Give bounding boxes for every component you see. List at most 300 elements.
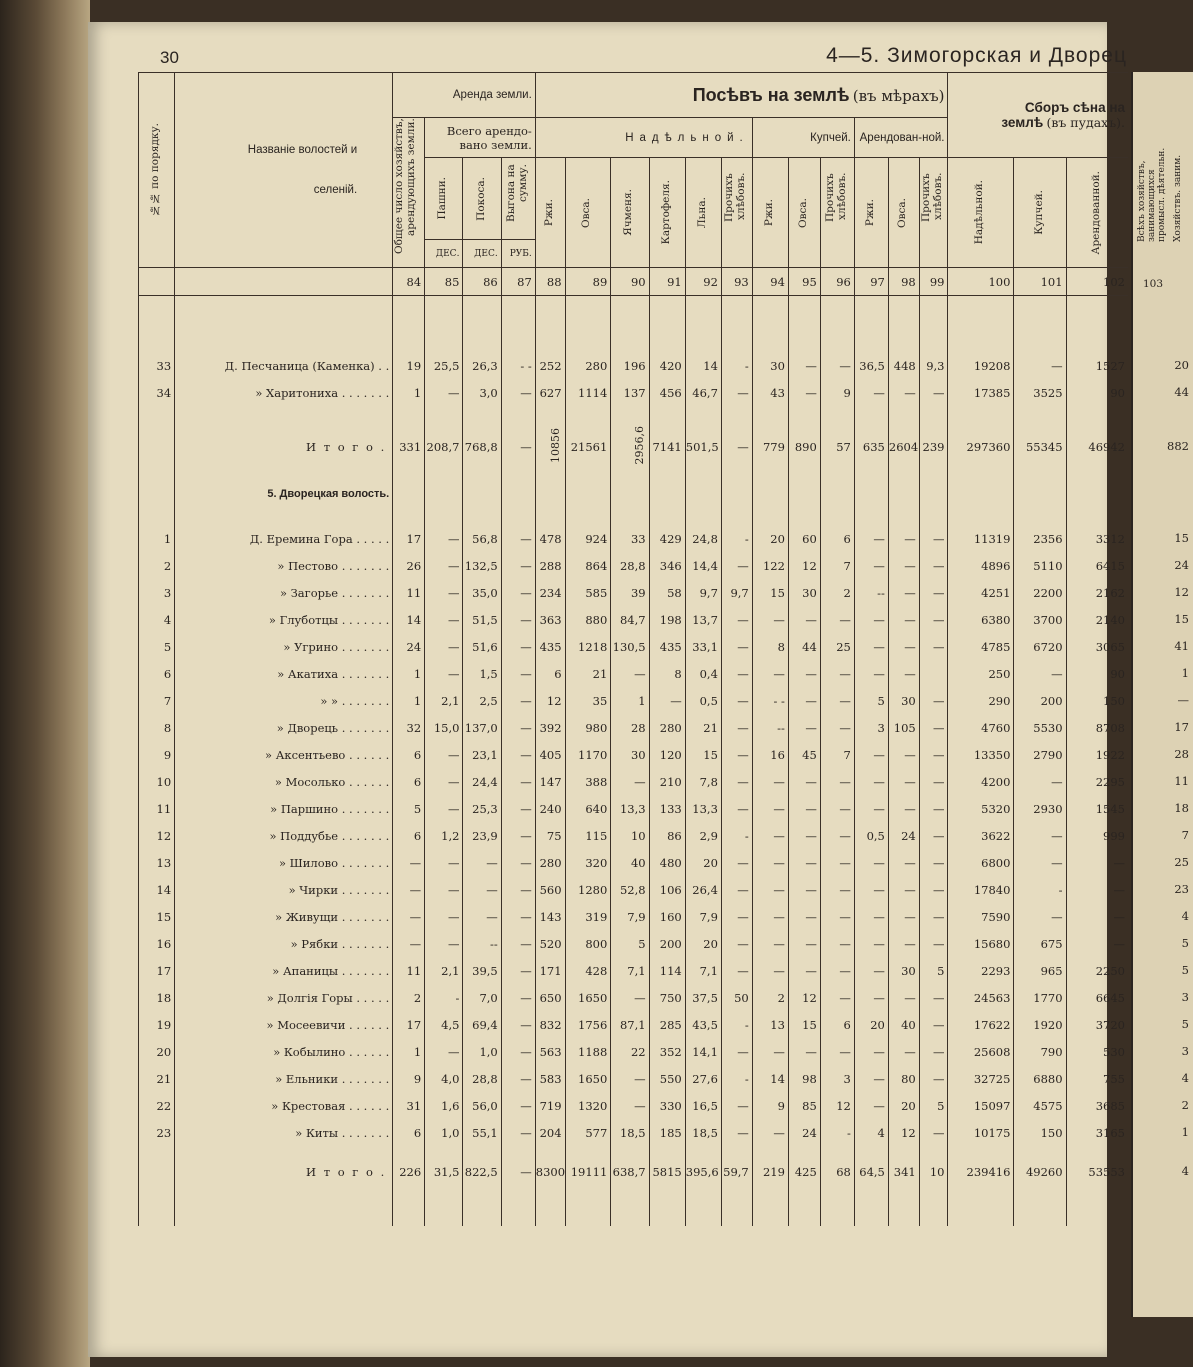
adjacent-value: 28 [1174, 747, 1189, 761]
cell-value: 50 [721, 985, 752, 1012]
section-row [139, 468, 1129, 518]
row-number: 34 [139, 379, 175, 406]
cell-value: 204 [535, 1120, 565, 1147]
cell-value: 1218 [565, 634, 611, 661]
table-row [139, 1186, 1129, 1226]
table-row [139, 715, 1129, 742]
cell-value: 7,9 [611, 904, 649, 931]
settlement-name: » Чирки . . . . . . . [175, 877, 393, 904]
settlement-name: » Глуботцы . . . . . . . [175, 607, 393, 634]
table-row [139, 518, 1129, 526]
cell-value: — [854, 796, 888, 823]
cell-value [565, 518, 611, 526]
cell-value: — [721, 715, 752, 742]
cell-value [649, 1186, 685, 1226]
cell-value: 6380 [948, 607, 1014, 634]
cell-value [425, 296, 463, 353]
rzhi-header-3: Ржи. [854, 158, 888, 268]
cell-value: 45 [788, 742, 820, 769]
cell-value: — [721, 1039, 752, 1066]
cell-value: 200 [649, 931, 685, 958]
cell-value: — [501, 426, 535, 468]
section-title: 5. Дворецкая волость. [267, 487, 390, 500]
row-number: 33 [139, 352, 175, 379]
cell-value [425, 406, 463, 426]
cell-value: 1545 [1066, 796, 1128, 823]
cell-value: — [919, 769, 948, 796]
cell-value: 585 [565, 580, 611, 607]
cell-value: - [721, 823, 752, 850]
cell-value: — [854, 379, 888, 406]
next-col-header-2: Хозяйствъ. заним. [1173, 154, 1183, 242]
cell-value: — [752, 607, 788, 634]
cell-value: 6 [393, 1120, 425, 1147]
cell-value: 58 [649, 580, 685, 607]
cell-value: 7,8 [685, 769, 721, 796]
cell-value: 880 [565, 607, 611, 634]
cell-value: 27,6 [685, 1066, 721, 1093]
settlement-name [175, 468, 393, 518]
cell-value: — [854, 607, 888, 634]
cell-value: 40 [611, 850, 649, 877]
colnum: 94 [752, 268, 788, 296]
cell-value: 768,8 [463, 426, 501, 468]
cell-value [820, 518, 854, 526]
cell-value: — [752, 931, 788, 958]
rzhi-header-2: Ржи. [752, 158, 788, 268]
row-number: 16 [139, 931, 175, 958]
cell-value: 2,1 [425, 688, 463, 715]
cell-value: 9,7 [721, 580, 752, 607]
cell-value: — [393, 877, 425, 904]
cell-value: 14,1 [685, 1039, 721, 1066]
cell-value: — [919, 553, 948, 580]
cell-value: 18,5 [685, 1120, 721, 1147]
cell-value: — [611, 769, 649, 796]
cell-value [788, 518, 820, 526]
cell-value: - [721, 352, 752, 379]
cell-value: — [501, 526, 535, 553]
cell-value: 16,5 [685, 1093, 721, 1120]
cell-value: 208,7 [425, 426, 463, 468]
statistics-table [138, 72, 1128, 1226]
cell-value [393, 1147, 425, 1159]
cell-value: — [788, 904, 820, 931]
cell-value: 240 [535, 796, 565, 823]
cell-value: — [919, 715, 948, 742]
cell-value: 17622 [948, 1012, 1014, 1039]
cell-value: — [721, 742, 752, 769]
cell-value: 90 [1066, 379, 1128, 406]
cell-value: 2356 [1014, 526, 1066, 553]
cell-value: 12 [788, 985, 820, 1012]
cell-value: 1920 [1014, 1012, 1066, 1039]
cell-value: 480 [649, 850, 685, 877]
cell-value: — [919, 742, 948, 769]
cell-value [393, 1186, 425, 1226]
cell-value [888, 296, 919, 353]
cell-value: 864 [565, 553, 611, 580]
cell-value: 11 [393, 958, 425, 985]
cell-value: 5 [919, 1093, 948, 1120]
cell-value: 0,5 [685, 688, 721, 715]
cell-value: — [425, 1039, 463, 1066]
cell-value: 1,0 [463, 1039, 501, 1066]
settlement-name [175, 1186, 393, 1226]
cell-value: 6 [393, 823, 425, 850]
cell-value: — [854, 526, 888, 553]
cell-value: 28,8 [463, 1066, 501, 1093]
cell-value [888, 1147, 919, 1159]
cell-value: — [752, 1039, 788, 1066]
cell-value: 331 [393, 426, 425, 468]
cell-value: 1170 [565, 742, 611, 769]
cell-value [463, 468, 501, 518]
colnum: 101 [1014, 268, 1066, 296]
cell-value: - [721, 1066, 752, 1093]
cell-value [1066, 406, 1128, 426]
cell-value: 252 [535, 352, 565, 379]
cell-value [788, 468, 820, 518]
cell-value [611, 1147, 649, 1159]
cell-value: — [1014, 352, 1066, 379]
cell-value: 0,4 [685, 661, 721, 688]
cell-value [463, 1147, 501, 1159]
adjacent-value: 15 [1174, 531, 1189, 545]
adjacent-value: 1 [1181, 1125, 1189, 1139]
cell-value: — [788, 850, 820, 877]
cell-value: — [919, 607, 948, 634]
cell-value: 24 [888, 823, 919, 850]
cell-value: 2930 [1014, 796, 1066, 823]
cell-value [565, 1147, 611, 1159]
prochikh-header-1: Прочихъ хлѣбовъ. [721, 158, 752, 268]
table-row [139, 688, 1129, 715]
cell-value: 64,5 [854, 1159, 888, 1186]
cell-value: — [854, 661, 888, 688]
cell-value: 346 [649, 553, 685, 580]
adjacent-value: 4 [1181, 909, 1189, 923]
cell-value: 14,4 [685, 553, 721, 580]
cell-value: 2 [820, 580, 854, 607]
cell-value: — [721, 904, 752, 931]
cell-value: 341 [888, 1159, 919, 1186]
cell-value: 3700 [1014, 607, 1066, 634]
cell-value: 35 [565, 688, 611, 715]
adjacent-value: 11 [1174, 774, 1189, 788]
table-row [139, 1012, 1129, 1039]
row-number: 22 [139, 1093, 175, 1120]
cell-value: 30 [611, 742, 649, 769]
cell-value: — [788, 769, 820, 796]
cell-value: 56,8 [463, 526, 501, 553]
cell-value: — [721, 634, 752, 661]
table-row [139, 931, 1129, 958]
cell-value: 2200 [1014, 580, 1066, 607]
cell-value: 137,0 [463, 715, 501, 742]
cell-value: 90 [1066, 661, 1128, 688]
cell-value [425, 468, 463, 518]
cell-value: 17 [393, 1012, 425, 1039]
settlement-name: » Апаницы . . . . . . . [175, 958, 393, 985]
cell-value: 2293 [948, 958, 1014, 985]
cell-value: 15,0 [425, 715, 463, 742]
cell-value [425, 518, 463, 526]
cell-value [752, 406, 788, 426]
cell-value: 56,0 [463, 1093, 501, 1120]
cell-value: — [501, 1012, 535, 1039]
cell-value: 39 [611, 580, 649, 607]
cell-value: — [752, 850, 788, 877]
cell-value: 51,5 [463, 607, 501, 634]
cell-value [685, 1147, 721, 1159]
cell-value [1066, 1147, 1128, 1159]
cell-value: 19 [393, 352, 425, 379]
adjacent-value: 17 [1174, 720, 1189, 734]
cell-value: — [820, 823, 854, 850]
cell-value [854, 468, 888, 518]
cell-value: — [854, 877, 888, 904]
row-number: 15 [139, 904, 175, 931]
cell-value: 2,9 [685, 823, 721, 850]
ovsa-header-3: Овса. [888, 158, 919, 268]
adjacent-value: 5 [1181, 963, 1189, 977]
page-number: 30 [160, 48, 179, 67]
running-head: 4—5. Зимогорская и Дворец [826, 44, 1127, 67]
cell-value: - [721, 1012, 752, 1039]
cell-value: 84,7 [611, 607, 649, 634]
cell-value: 28 [611, 715, 649, 742]
cell-value: — [752, 769, 788, 796]
cell-value: — [919, 877, 948, 904]
cell-value: 19111 [565, 1159, 611, 1186]
total-row [139, 1159, 1129, 1186]
cell-value [820, 1147, 854, 1159]
cell-value: 198 [649, 607, 685, 634]
cell-value: — [501, 715, 535, 742]
cell-value: — [888, 742, 919, 769]
cell-value: — [501, 634, 535, 661]
cell-value [535, 296, 565, 353]
cell-value: — [854, 958, 888, 985]
colnum: 84 [393, 268, 425, 296]
cell-value: 160 [649, 904, 685, 931]
cell-value: 250 [948, 661, 1014, 688]
cell-value: 6415 [1066, 553, 1128, 580]
cell-value: 51,6 [463, 634, 501, 661]
colnum: 89 [565, 268, 611, 296]
cell-value: 13350 [948, 742, 1014, 769]
cell-value: — [854, 1039, 888, 1066]
vygona-header: Выгона на сумму. [501, 158, 535, 240]
cell-value [948, 1147, 1014, 1159]
vertical-value: 10856 [548, 427, 562, 463]
cell-value: — [463, 877, 501, 904]
cell-value: 520 [535, 931, 565, 958]
cell-value: — [425, 769, 463, 796]
cell-value: 3622 [948, 823, 1014, 850]
cell-value: 7 [820, 742, 854, 769]
cell-value [425, 1147, 463, 1159]
cell-value [611, 468, 649, 518]
adjacent-value: 3 [1181, 990, 1189, 1004]
cell-value [919, 518, 948, 526]
cell-value: — [820, 769, 854, 796]
cell-value: 1922 [1066, 742, 1128, 769]
cell-value: 200 [1014, 688, 1066, 715]
table-row [139, 607, 1129, 634]
cell-value [752, 1147, 788, 1159]
cell-value: 105 [888, 715, 919, 742]
cell-value: — [919, 1120, 948, 1147]
cell-value: 280 [649, 715, 685, 742]
cell-value [948, 296, 1014, 353]
table-row [139, 796, 1129, 823]
cell-value: 5530 [1014, 715, 1066, 742]
cell-value: — [820, 985, 854, 1012]
cell-value: — [888, 850, 919, 877]
cell-value [1014, 406, 1066, 426]
cell-value [948, 468, 1014, 518]
cell-value [565, 1186, 611, 1226]
cell-value: — [752, 823, 788, 850]
cell-value [721, 406, 752, 426]
cell-value: — [611, 1093, 649, 1120]
cell-value: — [721, 931, 752, 958]
cell-value [1066, 518, 1128, 526]
cell-value: — [919, 526, 948, 553]
cell-value: - [425, 985, 463, 1012]
colnum: 88 [535, 268, 565, 296]
cell-value: — [425, 553, 463, 580]
cell-value: 59,7 [721, 1159, 752, 1186]
cell-value: 13,3 [685, 796, 721, 823]
cell-value: 21 [685, 715, 721, 742]
cell-value: 363 [535, 607, 565, 634]
cell-value [721, 518, 752, 526]
next-colnum: 103 [1143, 278, 1164, 290]
cell-value [1014, 1147, 1066, 1159]
cell-value: 6800 [948, 850, 1014, 877]
cell-value: — [1014, 850, 1066, 877]
cell-value: 3525 [1014, 379, 1066, 406]
cell-value [888, 406, 919, 426]
cell-value [565, 468, 611, 518]
cell-value: 4760 [948, 715, 1014, 742]
cell-value: — [919, 580, 948, 607]
cell-value: — [752, 1120, 788, 1147]
cell-value: -- [463, 931, 501, 958]
cell-value: — [501, 379, 535, 406]
cell-value [611, 1186, 649, 1226]
cell-value [611, 296, 649, 353]
cell-value: - [820, 1120, 854, 1147]
table-row [139, 769, 1129, 796]
cell-value: — [854, 634, 888, 661]
cell-value: — [854, 850, 888, 877]
table-row [139, 904, 1129, 931]
cell-value: — [611, 1066, 649, 1093]
cell-value: — [788, 931, 820, 958]
cell-value: 26 [393, 553, 425, 580]
cell-value: — [425, 742, 463, 769]
cell-value [721, 468, 752, 518]
cell-value: 501,5 [685, 426, 721, 468]
settlement-name: » Поддубье . . . . . . . [175, 823, 393, 850]
cell-value [565, 296, 611, 353]
table-row [139, 661, 1129, 688]
cell-value: 26,3 [463, 352, 501, 379]
cell-value: — [611, 985, 649, 1012]
cell-value: 405 [535, 742, 565, 769]
settlement-name: » Загорье . . . . . . . [175, 580, 393, 607]
cell-value [919, 1186, 948, 1226]
row-number: 14 [139, 877, 175, 904]
cell-value: 24,8 [685, 526, 721, 553]
cell-value: 1 [393, 379, 425, 406]
cell-value: — [425, 607, 463, 634]
cell-value: — [788, 715, 820, 742]
cell-value: — [919, 1012, 948, 1039]
cell-value: 15680 [948, 931, 1014, 958]
cell-value: — [721, 1093, 752, 1120]
cell-value: 1280 [565, 877, 611, 904]
cell-value [948, 1186, 1014, 1226]
cell-value: 6880 [1014, 1066, 1066, 1093]
sbor-kupch-header: Купчей. [1014, 158, 1066, 268]
cell-value: — [888, 580, 919, 607]
cell-value: — [919, 850, 948, 877]
cell-value: — [752, 796, 788, 823]
cell-value: 7,0 [463, 985, 501, 1012]
vsego-header: Всего арендо-вано земли. [425, 118, 536, 158]
cell-value: 563 [535, 1039, 565, 1066]
cell-value: 352 [649, 1039, 685, 1066]
cell-value: 43 [752, 379, 788, 406]
cell-value: — [919, 379, 948, 406]
row-number [139, 468, 175, 518]
adjacent-value: 2 [1181, 1098, 1189, 1112]
cell-value [854, 1186, 888, 1226]
cell-value [501, 1186, 535, 1226]
cell-value: 5 [393, 796, 425, 823]
row-number: 10 [139, 769, 175, 796]
cell-value [393, 406, 425, 426]
cell-value: — [854, 553, 888, 580]
cell-value: 2,5 [463, 688, 501, 715]
row-number: 7 [139, 688, 175, 715]
table-row [139, 1093, 1129, 1120]
cell-value [1014, 468, 1066, 518]
cell-value: — [463, 850, 501, 877]
row-number: 23 [139, 1120, 175, 1147]
cell-value: — [820, 904, 854, 931]
cell-value: — [820, 715, 854, 742]
cell-value [788, 1147, 820, 1159]
cell-value: 429 [649, 526, 685, 553]
row-number: 12 [139, 823, 175, 850]
settlement-name: » Акатиха . . . . . . . [175, 661, 393, 688]
pokosa-header: Покоса. [463, 158, 501, 240]
table-row [139, 379, 1129, 406]
cell-value: 185 [649, 1120, 685, 1147]
cell-value: — [888, 877, 919, 904]
cell-value [649, 518, 685, 526]
cell-value [685, 406, 721, 426]
cell-value [721, 1186, 752, 1226]
cell-value: 577 [565, 1120, 611, 1147]
cell-value: 15 [788, 1012, 820, 1039]
